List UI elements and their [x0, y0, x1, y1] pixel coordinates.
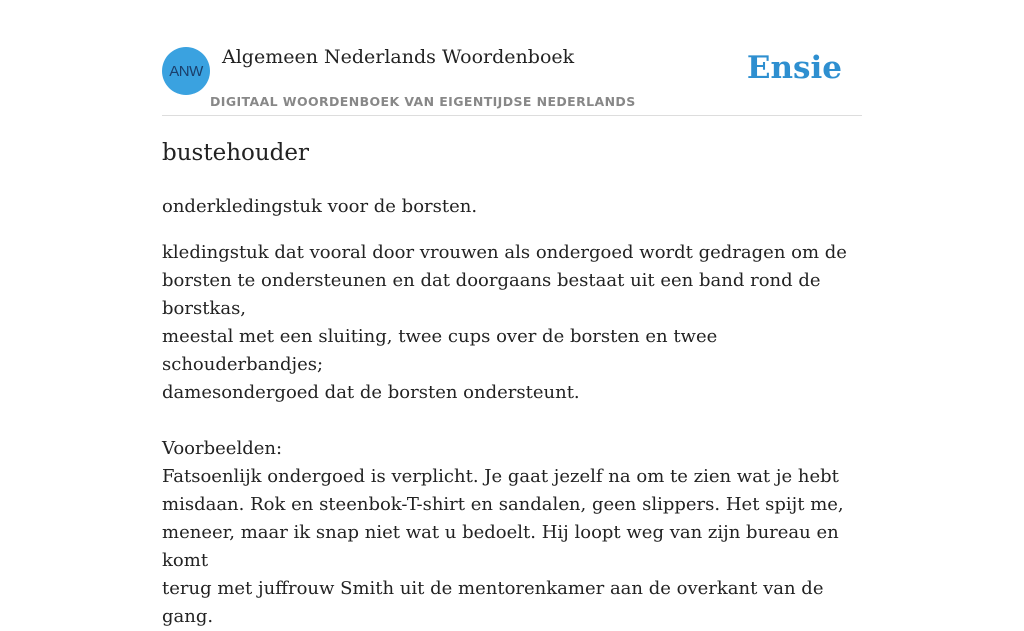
- definition-line: meestal met een sluiting, twee cups over de borsten en twee schouderbandjes;: [162, 326, 718, 375]
- examples-label: Voorbeelden:: [162, 438, 283, 459]
- site-title[interactable]: Algemeen Nederlands Woordenboek: [222, 46, 575, 68]
- example-line: terug met juffrouw Smith uit de mentorenkamer aan de overkant van de gang.: [162, 578, 824, 627]
- example-line: misdaan. Rok en steenbok-T-shirt en sandalen, geen slippers. Het spijt me,: [162, 494, 844, 515]
- anw-logo[interactable]: [162, 47, 210, 95]
- ensie-brand-logo[interactable]: Ensie: [746, 50, 842, 86]
- spacer: [162, 407, 862, 435]
- example-line: Fatsoenlijk ondergoed is verplicht. Je gaat jezelf na om te zien wat je hebt: [162, 466, 839, 487]
- anw-logo-text: ANW: [169, 62, 203, 80]
- definition-line: damesondergoed dat de borsten ondersteunt.: [162, 382, 580, 403]
- page: [162, 0, 862, 627]
- entry-headword: bustehouder: [162, 140, 309, 166]
- definition-line: borsten te ondersteunen en dat doorgaans bestaat uit een band rond de borstkas,: [162, 270, 821, 319]
- site-subtitle: DIGITAAL WOORDENBOEK VAN EIGENTIJDSE NEDERLANDS: [210, 94, 636, 109]
- entry-body: [162, 239, 862, 631]
- example-line: meneer, maar ik snap niet wat u bedoelt. Hij loopt weg van zijn bureau en komt: [162, 522, 839, 571]
- short-definition: onderkledingstuk voor de borsten.: [162, 196, 478, 217]
- site-header: [162, 0, 862, 116]
- definition-line: kledingstuk dat vooral door vrouwen als ondergoed wordt gedragen om de: [162, 242, 847, 263]
